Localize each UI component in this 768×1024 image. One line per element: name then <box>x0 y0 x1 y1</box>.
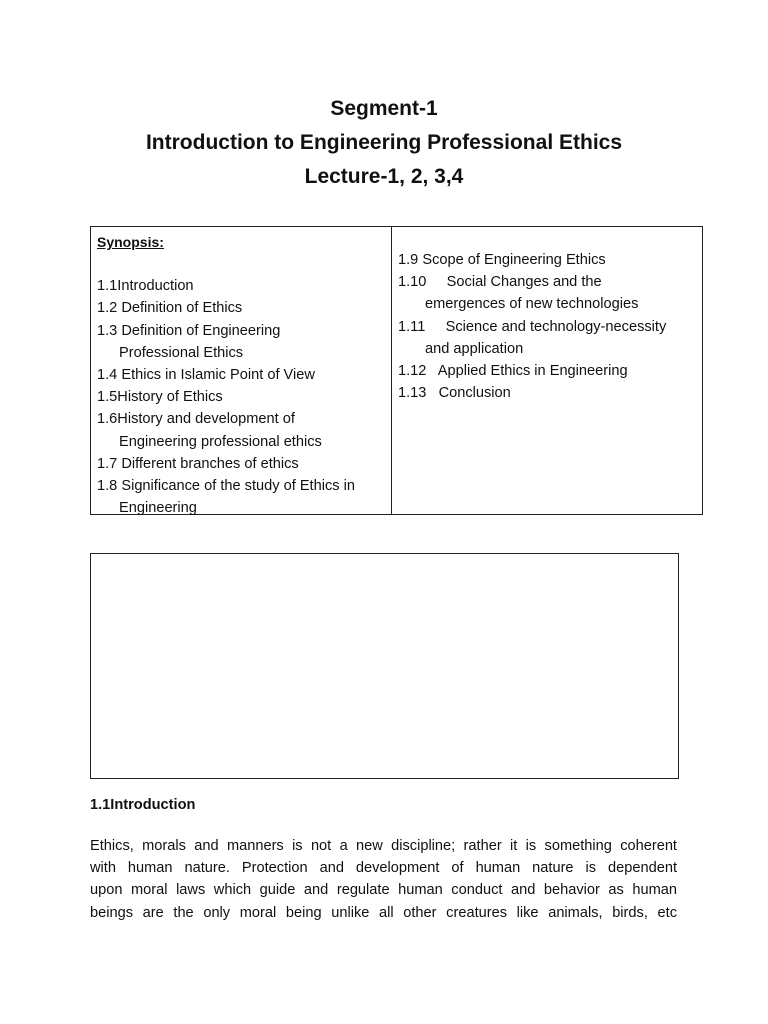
synopsis-item: 1.9 Scope of Engineering Ethics <box>398 252 606 268</box>
synopsis-item: Engineering <box>119 500 197 517</box>
segment-title: Segment-1 <box>330 97 438 120</box>
synopsis-item: and application <box>425 340 524 357</box>
empty-content-box <box>90 553 679 779</box>
synopsis-right-column <box>392 227 702 514</box>
introduction-paragraph <box>90 835 677 924</box>
synopsis-item: 1.2 Definition of Ethics <box>97 300 243 317</box>
synopsis-left-list <box>97 275 385 519</box>
synopsis-item: 1.13 Conclusion <box>398 385 511 402</box>
synopsis-item: 1.10 Social Changes and the <box>398 274 602 291</box>
synopsis-item: 1.3 Definition of Engineering <box>97 322 281 339</box>
synopsis-item: 1.7 Different branches of ethics <box>97 455 299 472</box>
synopsis-item: Professional Ethics <box>119 344 244 361</box>
synopsis-item: Engineering professional ethics <box>119 433 322 450</box>
synopsis-item: 1.12 Applied Ethics in Engineering <box>398 363 628 380</box>
synopsis-item: emergences of new technologies <box>425 296 639 313</box>
section-heading: 1.1Introduction <box>90 797 196 813</box>
synopsis-item: 1.6History and development of <box>97 411 295 428</box>
synopsis-item: 1.1Introduction <box>97 278 194 295</box>
synopsis-item: 1.11 Science and technology-necessity <box>398 318 667 335</box>
document-title <box>0 92 768 194</box>
paragraph-line: upon moral laws which guide and regulate human conduct and behavior as human <box>90 882 677 899</box>
paragraph-line: beings are the only moral being unlike all other creatures like animals, birds, etc <box>90 904 677 921</box>
synopsis-item: 1.4 Ethics in Islamic Point of View <box>97 367 315 384</box>
synopsis-left-column <box>91 227 392 517</box>
synopsis-item: 1.5History of Ethics <box>97 389 223 406</box>
course-title: Introduction to Engineering Professional Ethics <box>145 131 623 154</box>
synopsis-heading: Synopsis: <box>97 234 164 250</box>
paragraph-line: Ethics, morals and manners is not a new discipline; rather it is something coherent <box>90 838 677 854</box>
synopsis-item: 1.8 Significance of the study of Ethics in <box>97 478 355 495</box>
synopsis-right-list <box>398 249 696 404</box>
lecture-title: Lecture-1, 2, 3,4 <box>304 165 464 188</box>
synopsis-table <box>90 226 703 515</box>
paragraph-line: with human nature. Protection and development of human nature is dependent <box>90 860 677 877</box>
